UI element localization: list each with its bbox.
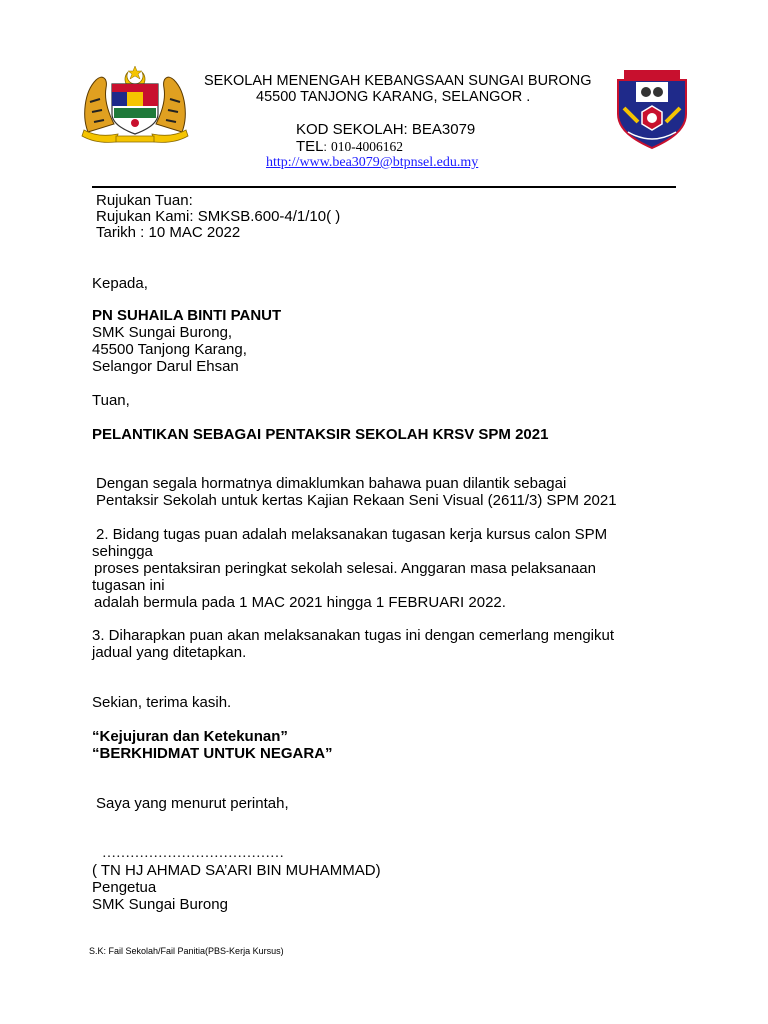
copy-footnote: S.K: Fail Sekolah/Fail Panitia(PBS-Kerja Kursus) <box>89 946 284 956</box>
body-line: 3. Diharapkan puan akan melaksanakan tugas ini dengan cemerlang mengikut <box>92 627 615 644</box>
body-line: sehingga <box>92 543 153 560</box>
recipient-address-line: 45500 Tanjong Karang, <box>92 341 247 358</box>
signer-title: Pengetua <box>92 879 157 896</box>
signer-name: ( TN HJ AHMAD SA’ARI BIN MUHAMMAD) <box>92 862 381 879</box>
body-line: proses pentaksiran peringkat sekolah selesai. Anggaran masa pelaksanaan <box>94 560 596 577</box>
school-tel <box>296 138 403 155</box>
salutation-kepada: Kepada, <box>92 275 148 292</box>
school-name: SEKOLAH MENENGAH KEBANGSAAN SUNGAI BURONG <box>204 73 592 89</box>
header-divider <box>92 186 676 188</box>
rujukan-tuan: Rujukan Tuan: <box>96 192 193 209</box>
school-code: KOD SEKOLAH: BEA3079 <box>296 121 476 138</box>
closing-order: Saya yang menurut perintah, <box>96 795 289 812</box>
body-line: Pentaksir Sekolah untuk kertas Kajian Rekaan Seni Visual (2611/3) SPM 2021 <box>96 492 617 509</box>
coat-of-arms-logo <box>78 62 192 144</box>
body-line: adalah bermula pada 1 MAC 2021 hingga 1 FEBRUARI 2022. <box>94 594 506 611</box>
motto-line: “BERKHIDMAT UNTUK NEGARA” <box>92 745 333 762</box>
tel-label: TEL <box>296 138 324 155</box>
subject-heading: PELANTIKAN SEBAGAI PENTAKSIR SEKOLAH KRSV SPM 2021 <box>92 426 549 443</box>
school-website-link[interactable]: http://www.bea3079@btpnsel.edu.my <box>266 155 479 170</box>
signature-dots: ………………………………… <box>102 846 284 861</box>
body-line: 2. Bidang tugas puan adalah melaksanakan tugasan kerja kursus calon SPM <box>96 526 608 543</box>
rujukan-kami: Rujukan Kami: SMKSB.600-4/1/10( ) <box>96 208 341 225</box>
tarikh: Tarikh : 10 MAC 2022 <box>96 224 241 241</box>
closing-thanks: Sekian, terima kasih. <box>92 694 232 711</box>
tel-sep: : <box>323 140 327 154</box>
body-line: tugasan ini <box>92 577 165 594</box>
greeting: Tuan, <box>92 392 130 409</box>
body-line: Dengan segala hormatnya dimaklumkan bahawa puan dilantik sebagai <box>96 475 567 492</box>
recipient-name: PN SUHAILA BINTI PANUT <box>92 307 282 324</box>
recipient-address-line: SMK Sungai Burong, <box>92 324 233 341</box>
motto-line: “Kejujuran dan Ketekunan” <box>92 728 288 745</box>
body-line: jadual yang ditetapkan. <box>92 644 247 661</box>
tel-value: 010-4006162 <box>331 139 404 154</box>
school-address: 45500 TANJONG KARANG, SELANGOR . <box>256 89 531 105</box>
signer-org: SMK Sungai Burong <box>92 896 228 913</box>
recipient-address-line: Selangor Darul Ehsan <box>92 358 239 375</box>
school-crest-logo <box>614 68 690 150</box>
